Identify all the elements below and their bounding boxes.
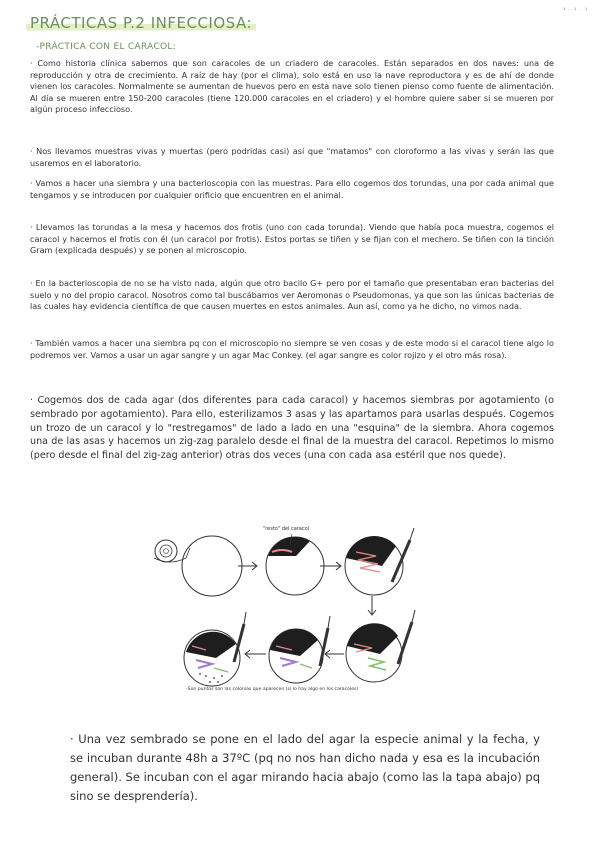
arrow-right-icon xyxy=(238,562,257,570)
paragraph-smears: · Llevamos las torundas a la mesa y hacemos dos frotis (uno con cada torunda). Viendo que había poca muestra, cogemos el caracol y hacemos el frotis con él (un caracol por frotis). Estos portas se tiñen y se fijan con el mechero. Se tiñen con la tinción Gram (explicada después) y se ponen al microscopio. xyxy=(30,222,554,256)
agar-dark-area xyxy=(268,537,310,556)
paragraph-swabs: · Vamos a hacer una siembra y una bacterioscopia con las muestras. Para ello cogemos dos torundas, una por cada animal que tengamos y se introducen por cualquier orificio que encuentren en el animal. xyxy=(30,178,554,200)
diagram-caption: -Son puntos son las colonias que aparecen (si lo hay algo en los caracoles) xyxy=(186,687,359,692)
paragraph-streak-method: · Cogemos dos de cada agar (dos diferentes para cada caracol) y hacemos siembras por agotamiento (o sembrado por agotamiento). Para ello, esterilizamos 3 asas y las apartamos para usarlas después. Cogemos un trozo de un caracol y lo "restregamos" de lado a lado en una "esquina" de la siembra. Ahora cogemos una de las asas y hacemos un zig-zag paralelo desde el final de la muestra del caracol. Repetimos lo mismo (pero desde el final del zig-zag anterior) otras dos veces (una con cada asa estéril que nos quede). xyxy=(30,395,554,462)
page-subtitle: -PRÁCTICA CON EL CARACOL: xyxy=(36,42,177,52)
arrow-down-icon xyxy=(368,596,376,615)
arrow-left-icon xyxy=(325,650,344,658)
inoculating-loop-icon xyxy=(392,528,414,582)
page-title: PRÁCTICAS P.2 INFECCIOSA: xyxy=(26,14,256,32)
paragraph-clinical-history: · Como historia clínica sabemos que son caracoles de un criadero de caracoles. Están separados en dos naves: una de reproducción y otra de crecimiento. A raíz de hay (por el clima), solo está en uso la nave reproductora y es de ahí de donde vienen los caracoles. Normalmente se aumentan de huevos pero en esta nave solo tienen pienso como fuente de alimentación. Al día se mueren entre 150-200 caracoles (tiene 120.000 caracoles en el criadero) y el hombre quiere saber si se mueren por algún proceso infeccioso. xyxy=(30,58,554,115)
paragraph-incubation: · Una vez sembrado se pone en el lado del agar la especie animal y la fecha, y se incuban durante 48h a 37ºC (pq no nos han dicho nada y esa es la incubación general). Se incuban con el agar mirando hacia abajo (como las la tapa abajo) pq sino se desprendería). xyxy=(70,732,540,803)
inoculating-loop-icon xyxy=(320,616,330,666)
colony-dots xyxy=(199,673,223,683)
paragraph-culture: · También vamos a hacer una siembra pq con el microscopio no siempre se ven cosas y de este modo si el caracol tiene algo lo podremos ver. Vamos a usar un agar sangre y un agar Mac Conkey. (el agar sangre es color rojizo y el otro más rosa). xyxy=(30,338,554,360)
arrow-left-icon xyxy=(245,650,266,658)
sample-label: "resto" del caracol xyxy=(262,526,310,532)
inoculating-loop-icon xyxy=(398,610,415,664)
paragraph-bacterioscopy: · En la bacterioscopia de no se ha visto nada, algún que otro bacilo G+ pero por el tamaño que presentaban eran bacterias del suelo y no del propio caracol. Nosotros como tal buscábamos ver Aeromonas o Pseudomonas, ya que son las únicas bacterias de las cuales hay evidencia científica de que causen muertes en estos animales. Aun así, como ya he dicho, no vimos nada. xyxy=(30,278,555,312)
plate-empty xyxy=(182,536,242,596)
paragraph-samples: · Nos llevamos muestras vivas y muertas (pero podridas casi) así que "matamos" con cloroformo a las vivas y serán las que usaremos en el laboratorio. xyxy=(30,146,554,168)
arrow-right-icon xyxy=(320,562,341,570)
corner-mark: ג . ג . ג xyxy=(563,6,588,12)
snail-icon xyxy=(154,540,190,562)
